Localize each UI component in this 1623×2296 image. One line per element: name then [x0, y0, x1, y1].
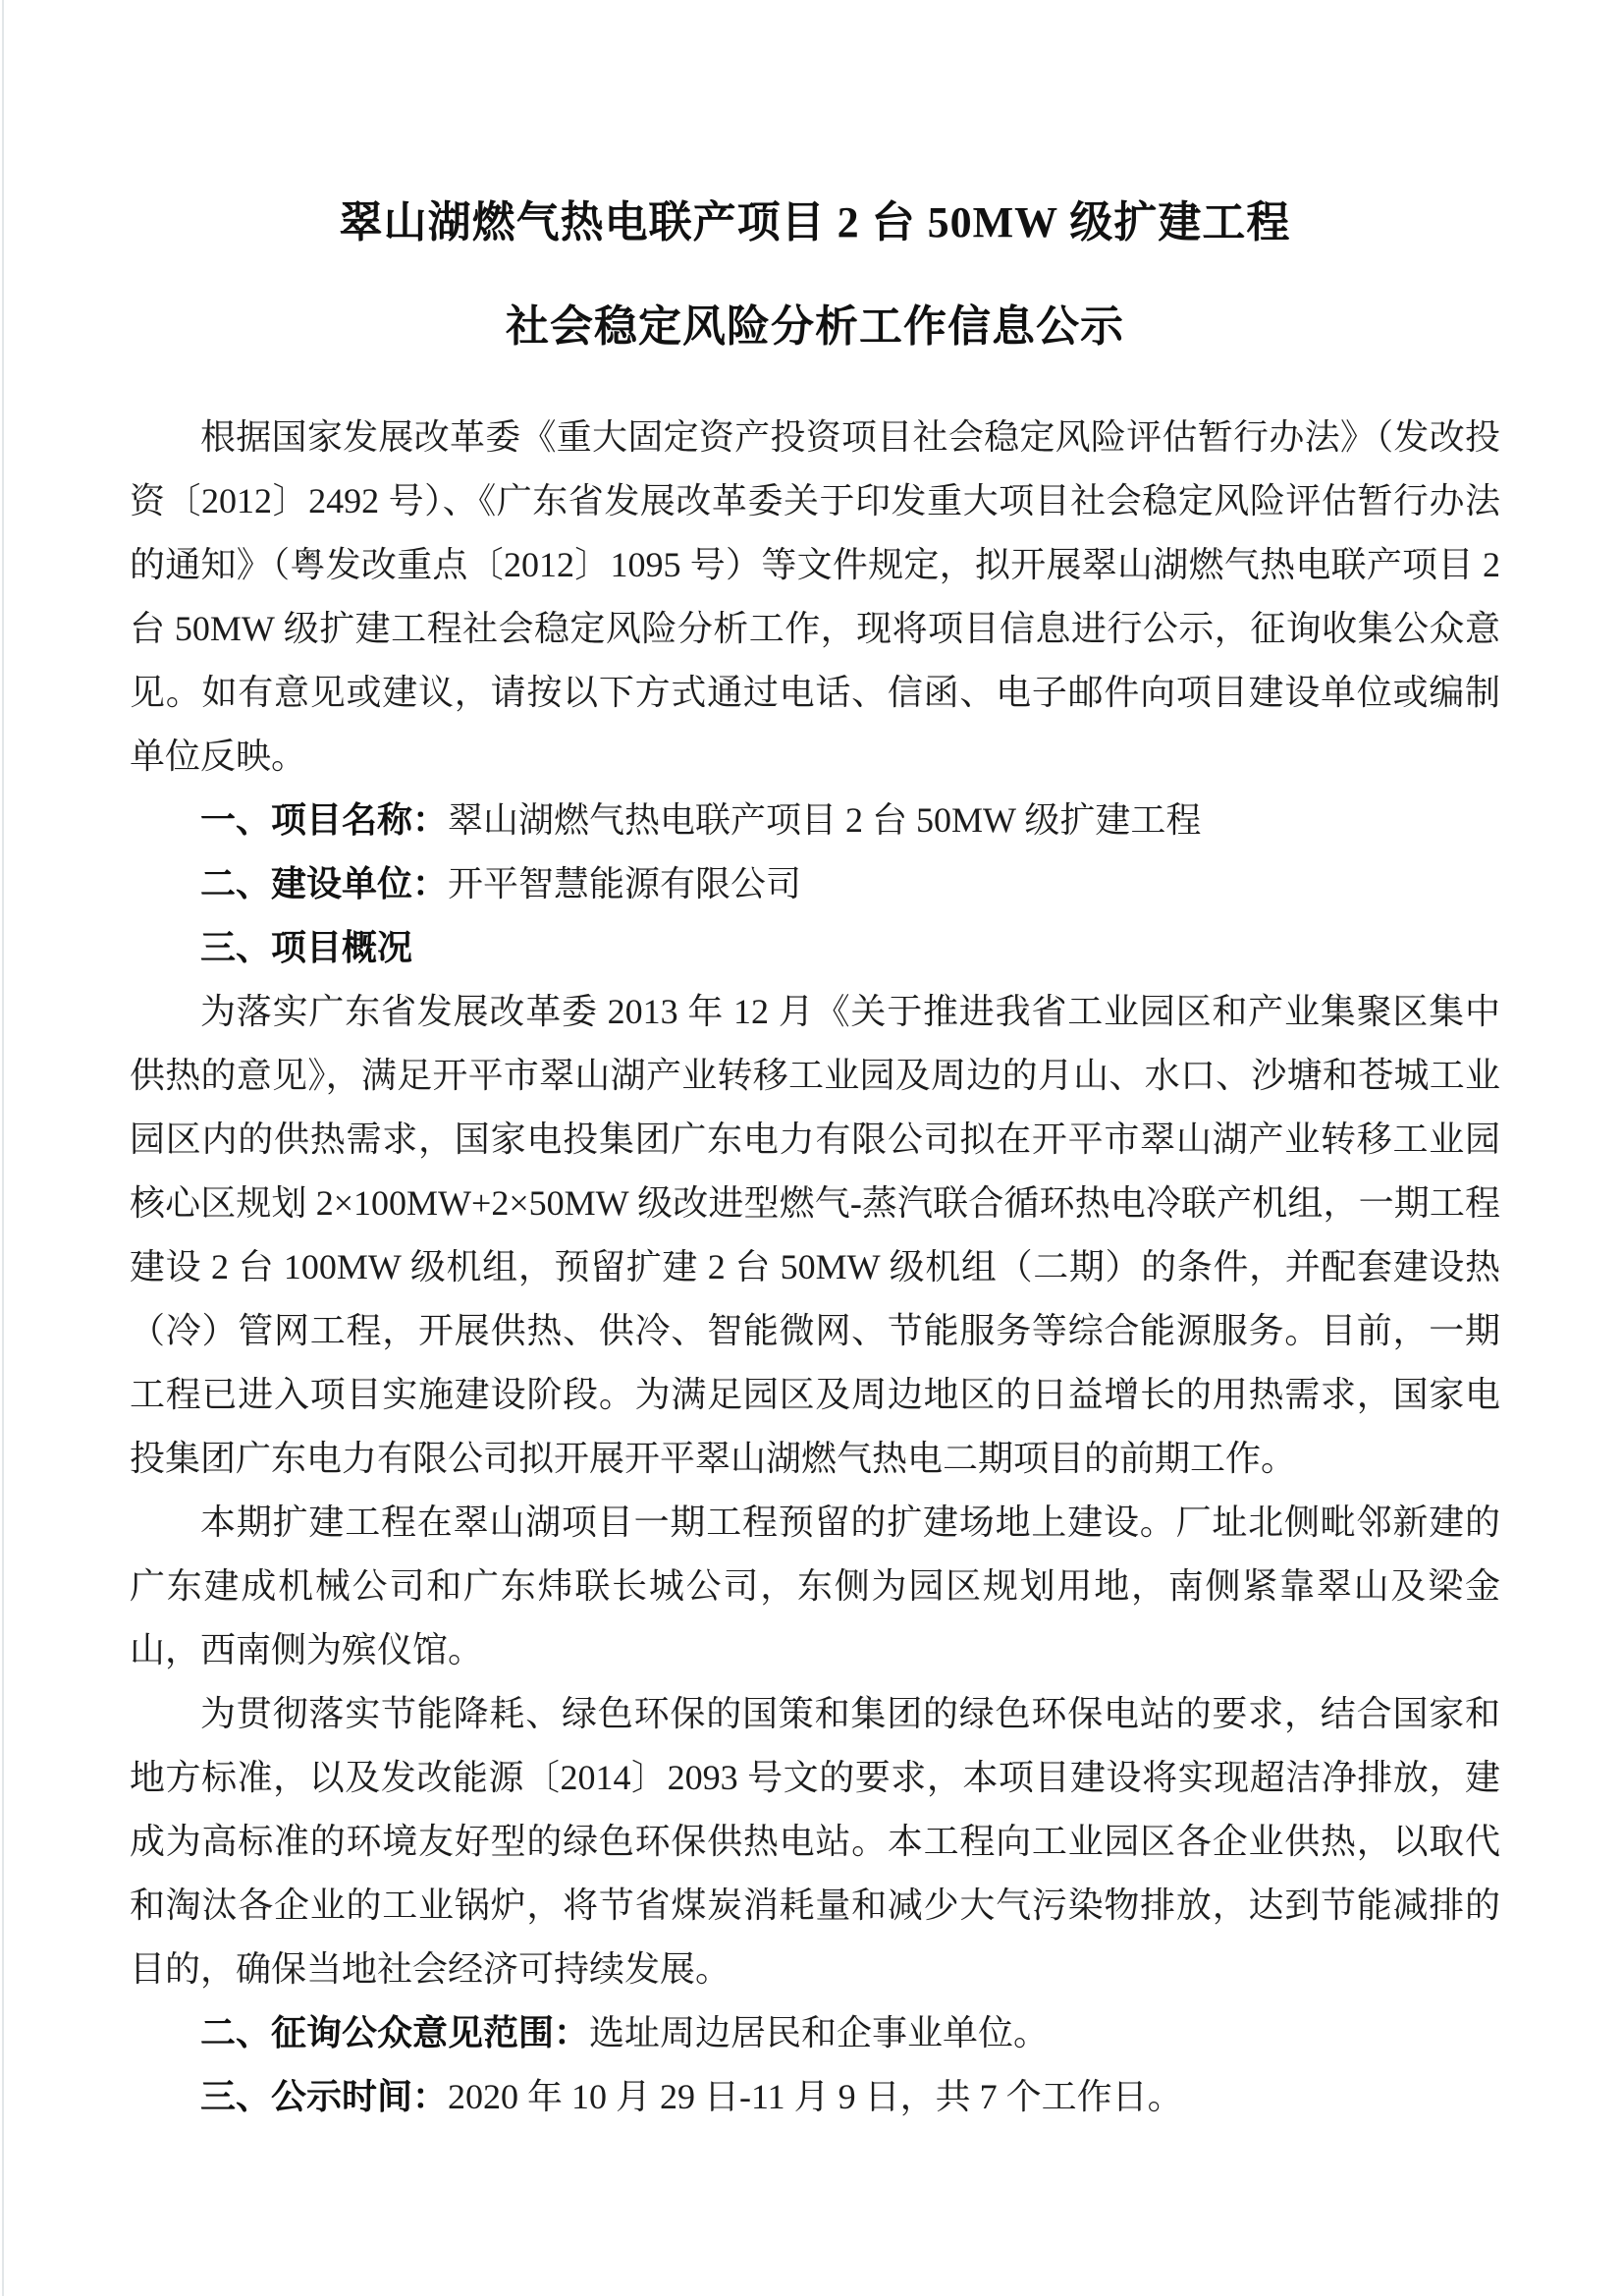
section-public-opinion-scope — [130, 2001, 1500, 2065]
section-public-opinion-scope-label: 二、征询公众意见范围： — [200, 2013, 590, 2052]
section-project-overview-label: 三、项目概况 — [200, 928, 413, 967]
scan-edge-artifact — [2, 0, 4, 2296]
section-construction-unit — [130, 852, 1500, 916]
section-publicity-period-label: 三、公示时间： — [200, 2077, 449, 2116]
overview-paragraph-2: 本期扩建工程在翠山湖项目一期工程预留的扩建场地上建设。厂址北侧毗邻新建的广东建成机械公司和广东炜联长城公司，东侧为园区规划用地，南侧紧靠翠山及梁金山，西南侧为殡仪馆。 — [130, 1503, 1500, 1669]
section-construction-unit-text: 开平智慧能源有限公司 — [448, 864, 802, 903]
document-body — [130, 406, 1500, 2129]
overview-paragraph-1: 为落实广东省发展改革委 2013 年 12 月《关于推进我省工业园区和产业集聚区集中供热的意见》，满足开平市翠山湖产业转移工业园及周边的月山、水口、沙塘和苍城工业园区内的供热需求，国家电投集团广东电力有限公司拟在开平市翠山湖产业转移工业园核心区规划 2×100MW+2×50MW 级改进型燃气-蒸汽联合循环热电冷联产机组，一期工程建设 2 台 100MW 级机组，预留扩建 2 台 50MW 级机组（二期）的条件，并配套建设热（冷）管网工程，开展供热、供冷、智能微网、节能服务等综合能源服务。目前，一期工程已进入项目实施建设阶段。为满足园区及周边地区的日益增长的用热需求，国家电投集团广东电力有限公司拟开展开平翠山湖燃气热电二期项目的前期工作。 — [130, 992, 1500, 1478]
section-project-name-label: 一、项目名称： — [200, 800, 449, 840]
section-construction-unit-label: 二、建设单位： — [200, 864, 449, 903]
section-project-name — [130, 789, 1500, 852]
section-public-opinion-scope-text: 选址周边居民和企事业单位。 — [589, 2013, 1050, 2052]
section-publicity-period — [130, 2065, 1500, 2129]
document-title — [130, 198, 1500, 351]
section-project-overview-heading — [130, 916, 1500, 980]
document-title-line-1: 翠山湖燃气热电联产项目 2 台 50MW 级扩建工程 — [339, 198, 1291, 246]
section-publicity-period-text: 2020 年 10 月 29 日-11 月 9 日，共 7 个工作日。 — [448, 2077, 1183, 2116]
document-title-line-2: 社会稳定风险分析工作信息公示 — [506, 302, 1124, 351]
section-project-name-text: 翠山湖燃气热电联产项目 2 台 50MW 级扩建工程 — [448, 800, 1202, 840]
intro-paragraph: 根据国家发展改革委《重大固定资产投资项目社会稳定风险评估暂行办法》（发改投资〔2012〕2492 号）、《广东省发展改革委关于印发重大项目社会稳定风险评估暂行办法的通知》（粤发改重点〔2012〕1095 号）等文件规定，拟开展翠山湖燃气热电联产项目 2 台 50MW 级扩建工程社会稳定风险分析工作，现将项目信息进行公示，征询收集公众意见。如有意见或建议，请按以下方式通过电话、信函、电子邮件向项目建设单位或编制单位反映。 — [130, 417, 1500, 776]
overview-paragraph-3: 为贯彻落实节能降耗、绿色环保的国策和集团的绿色环保电站的要求，结合国家和地方标准，以及发改能源〔2014〕2093 号文的要求，本项目建设将实现超洁净排放，建成为高标准的环境友好型的绿色环保供热电站。本工程向工业园区各企业供热，以取代和淘汰各企业的工业锅炉，将节省煤炭消耗量和减少大气污染物排放，达到节能减排的目的，确保当地社会经济可持续发展。 — [130, 1694, 1500, 1989]
